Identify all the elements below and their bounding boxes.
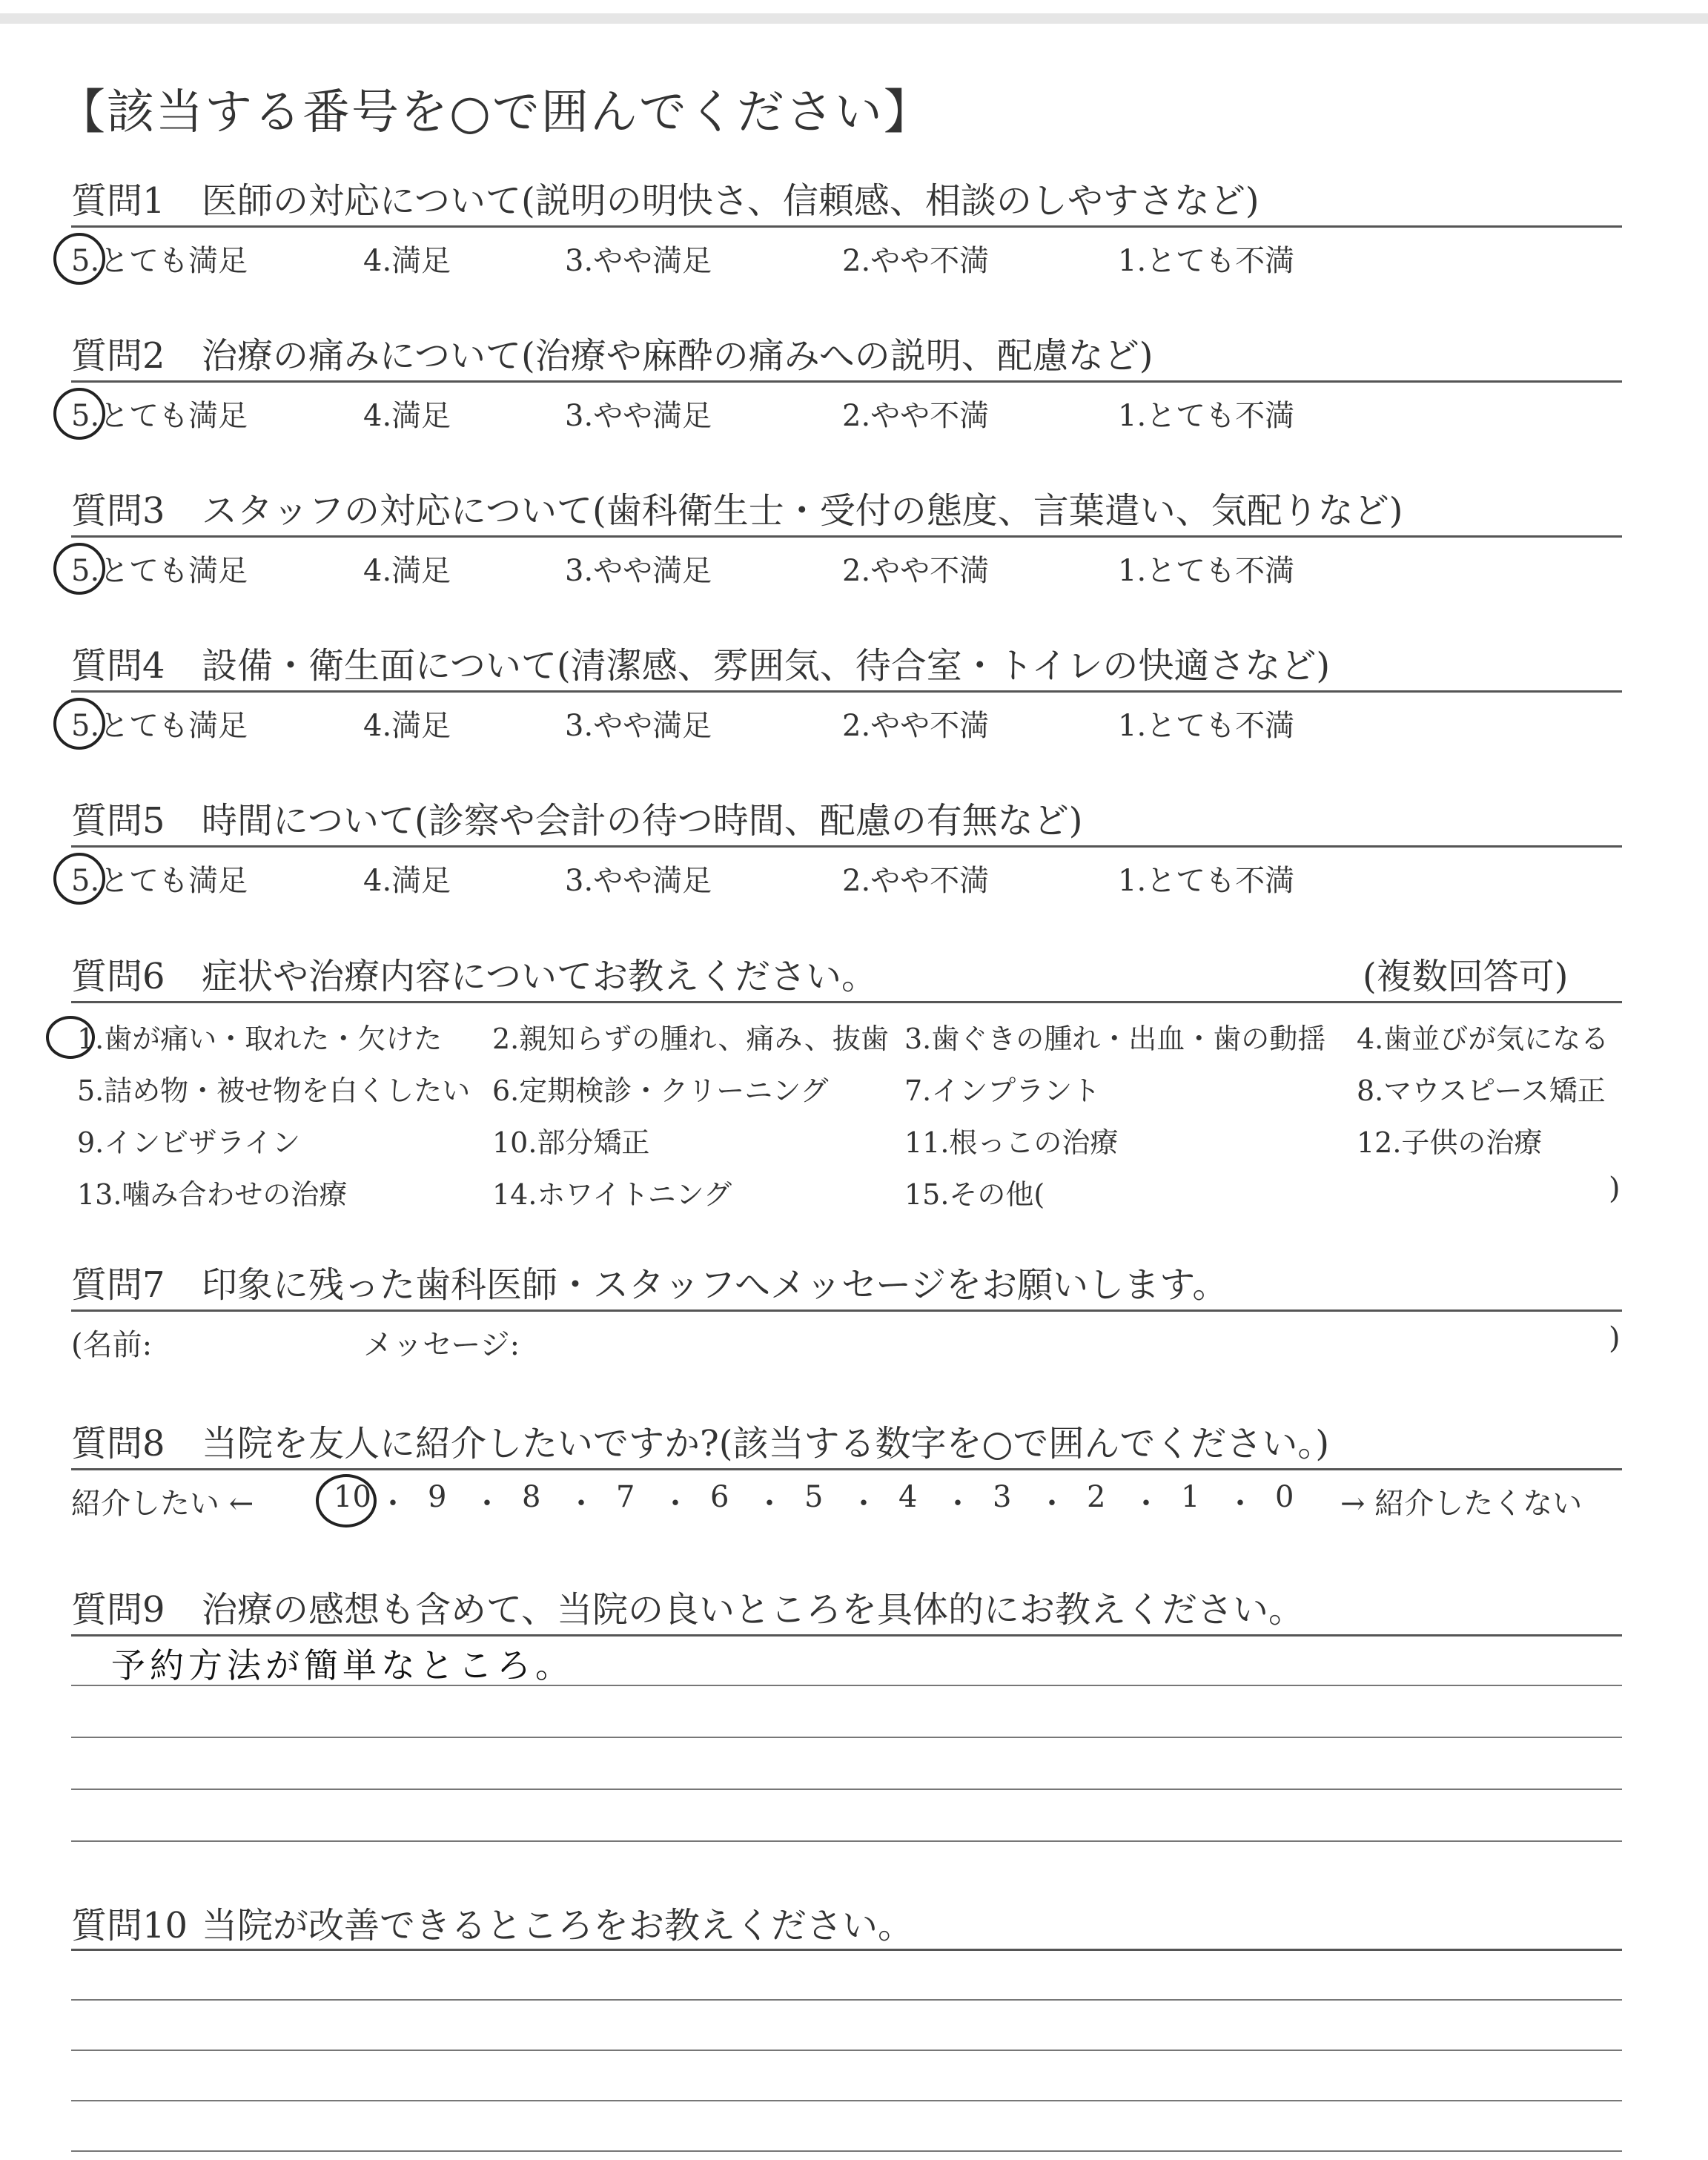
recommend-score-0[interactable]: 0 xyxy=(1275,1480,1294,1514)
symptom-option-9[interactable]: 9.インビザライン xyxy=(77,1126,301,1159)
score-separator: ・ xyxy=(1225,1487,1255,1521)
rating-option-4[interactable]: 4.満足 xyxy=(363,244,451,278)
symptom-option-3[interactable]: 3.歯ぐきの腫れ・出血・歯の動揺 xyxy=(904,1023,1326,1055)
score-separator: ・ xyxy=(566,1487,596,1521)
question-6-rule xyxy=(71,1001,1622,1003)
question-5-rule xyxy=(71,845,1622,848)
rating-option-1[interactable]: 1.とても不満 xyxy=(1118,399,1295,433)
question-number: 質問3 xyxy=(71,490,165,532)
question-1-rule xyxy=(71,225,1622,228)
rating-option-4[interactable]: 4.満足 xyxy=(363,709,451,743)
rating-option-1[interactable]: 1.とても不満 xyxy=(1118,709,1295,743)
question-number: 質問6 xyxy=(71,956,165,997)
question-10-heading xyxy=(71,1897,913,1948)
recommend-score-8[interactable]: 8 xyxy=(522,1480,541,1514)
rating-option-5[interactable]: 5.とても満足 xyxy=(71,399,248,433)
question-number: 質問5 xyxy=(71,800,165,842)
answer-line xyxy=(71,2050,1622,2051)
score-separator: ・ xyxy=(849,1487,878,1521)
score-separator: ・ xyxy=(472,1487,502,1521)
rating-option-2[interactable]: 2.やや不満 xyxy=(842,244,990,278)
selected-answer-circle xyxy=(53,233,105,285)
rating-option-2[interactable]: 2.やや不満 xyxy=(842,709,990,743)
symptom-option-5[interactable]: 5.詰め物・被せ物を白くしたい xyxy=(77,1074,471,1107)
question-9-heading xyxy=(71,1581,1304,1632)
recommend-score-9[interactable]: 9 xyxy=(428,1480,447,1514)
rating-option-3[interactable]: 3.やや満足 xyxy=(565,554,712,588)
symptom-option-6[interactable]: 6.定期検診・クリーニング xyxy=(492,1074,829,1107)
symptom-option-12[interactable]: 12.子供の治療 xyxy=(1357,1126,1543,1159)
rating-option-2[interactable]: 2.やや不満 xyxy=(842,864,990,898)
question-5-heading xyxy=(71,792,1083,843)
question-4-rule xyxy=(71,690,1622,693)
handwritten-answer: 予約方法が簡単なところ。 xyxy=(111,1645,574,1685)
score-separator: ・ xyxy=(755,1487,784,1521)
selected-answer-circle xyxy=(53,698,105,750)
name-label: (名前: xyxy=(71,1328,153,1362)
answer-line xyxy=(71,1949,1622,1951)
question-number: 質問1 xyxy=(71,180,165,222)
rating-option-3[interactable]: 3.やや満足 xyxy=(565,864,712,898)
score-separator: ・ xyxy=(661,1487,690,1521)
question-number: 質問2 xyxy=(71,335,165,377)
recommend-left-label: 紹介したい ← xyxy=(71,1487,254,1521)
rating-option-1[interactable]: 1.とても不満 xyxy=(1118,554,1295,588)
symptom-option-14[interactable]: 14.ホワイトニング xyxy=(492,1178,732,1211)
symptom-option-10[interactable]: 10.部分矯正 xyxy=(492,1126,650,1159)
score-separator: ・ xyxy=(943,1487,973,1521)
symptom-option-15[interactable]: 15.その他( xyxy=(904,1178,1045,1211)
question-1-heading xyxy=(71,172,1260,223)
recommend-right-label: → 紹介したくない xyxy=(1340,1487,1583,1521)
question-4-heading xyxy=(71,637,1330,688)
selected-answer-circle xyxy=(53,543,105,595)
answer-line xyxy=(71,1634,1622,1636)
question-text: 症状や治療内容についてお教えください。 xyxy=(202,956,878,997)
rating-option-4[interactable]: 4.満足 xyxy=(363,864,451,898)
recommend-score-1[interactable]: 1 xyxy=(1181,1480,1200,1514)
symptom-option-8[interactable]: 8.マウスピース矯正 xyxy=(1357,1074,1606,1107)
question-text: 医師の対応について(説明の明快さ、信頼感、相談のしやすさなど) xyxy=(202,180,1260,222)
rating-option-3[interactable]: 3.やや満足 xyxy=(565,709,712,743)
question-text: 設備・衛生面について(清潔感、雰囲気、待合室・トイレの快適さなど) xyxy=(202,645,1331,687)
rating-option-5[interactable]: 5.とても満足 xyxy=(71,554,248,588)
recommend-score-7[interactable]: 7 xyxy=(616,1480,635,1514)
question-7-rule xyxy=(71,1309,1622,1312)
question-number: 質問7 xyxy=(71,1264,165,1306)
score-separator: ・ xyxy=(378,1487,408,1521)
recommend-score-10[interactable]: 10 xyxy=(334,1480,371,1514)
question-7-heading xyxy=(71,1256,1228,1307)
answer-line xyxy=(71,1737,1622,1738)
recommend-score-6[interactable]: 6 xyxy=(710,1480,729,1514)
question-3-rule xyxy=(71,535,1622,538)
rating-option-5[interactable]: 5.とても満足 xyxy=(71,244,248,278)
score-separator: ・ xyxy=(1131,1487,1161,1521)
question-text: 印象に残った歯科医師・スタッフへメッセージをお願いします。 xyxy=(202,1264,1228,1306)
rating-option-3[interactable]: 3.やや満足 xyxy=(565,244,712,278)
symptom-option-7[interactable]: 7.インプラント xyxy=(904,1074,1101,1107)
symptom-option-4[interactable]: 4.歯並びが気になる xyxy=(1357,1023,1609,1055)
rating-option-3[interactable]: 3.やや満足 xyxy=(565,399,712,433)
rating-option-4[interactable]: 4.満足 xyxy=(363,554,451,588)
symptom-option-13[interactable]: 13.噛み合わせの治療 xyxy=(77,1178,348,1211)
message-close-paren: ) xyxy=(1609,1321,1621,1355)
answer-line xyxy=(71,1840,1622,1842)
rating-option-2[interactable]: 2.やや不満 xyxy=(842,399,990,433)
answer-line xyxy=(71,1789,1622,1790)
rating-option-4[interactable]: 4.満足 xyxy=(363,399,451,433)
question-text: 当院が改善できるところをお教えください。 xyxy=(202,1905,914,1946)
answer-line xyxy=(71,2100,1622,2101)
symptom-option-11[interactable]: 11.根っこの治療 xyxy=(904,1126,1119,1159)
other-close-paren: ) xyxy=(1609,1172,1621,1206)
question-3-heading xyxy=(71,482,1403,533)
rating-option-5[interactable]: 5.とても満足 xyxy=(71,709,248,743)
question-text: 治療の感想も含めて、当院の良いところを具体的にお教えください。 xyxy=(202,1589,1305,1631)
question-2-heading xyxy=(71,327,1153,378)
recommend-score-5[interactable]: 5 xyxy=(804,1480,824,1514)
recommend-score-2[interactable]: 2 xyxy=(1087,1480,1106,1514)
page-title: 【該当する番号を○で囲んでください】 xyxy=(58,85,933,140)
question-6-heading xyxy=(71,948,877,999)
answer-line xyxy=(71,2150,1622,2152)
recommend-score-4[interactable]: 4 xyxy=(898,1480,918,1514)
message-label: メッセージ: xyxy=(363,1328,520,1362)
question-8-heading xyxy=(71,1415,1329,1466)
answer-line xyxy=(71,1999,1622,2001)
selected-answer-circle xyxy=(53,853,105,905)
question-2-rule xyxy=(71,380,1622,383)
question-8-rule xyxy=(71,1468,1622,1470)
question-text: 時間について(診察や会計の待つ時間、配慮の有無など) xyxy=(202,800,1083,842)
recommend-score-3[interactable]: 3 xyxy=(993,1480,1012,1514)
rating-option-1[interactable]: 1.とても不満 xyxy=(1118,864,1295,898)
question-number: 質問10 xyxy=(71,1905,188,1946)
score-separator: ・ xyxy=(1037,1487,1067,1521)
symptom-option-2[interactable]: 2.親知らずの腫れ、痛み、抜歯 xyxy=(492,1023,889,1055)
question-text: スタッフの対応について(歯科衛生士・受付の態度、言葉遣い、気配りなど) xyxy=(202,490,1403,532)
rating-option-5[interactable]: 5.とても満足 xyxy=(71,864,248,898)
selected-answer-circle xyxy=(46,1016,95,1059)
question-number: 質問4 xyxy=(71,645,165,687)
selected-answer-circle xyxy=(53,388,105,440)
multiple-answer-note: (複数回答可) xyxy=(1363,956,1569,997)
question-number: 質問8 xyxy=(71,1423,165,1464)
question-number: 質問9 xyxy=(71,1589,165,1631)
symptom-option-1[interactable]: 1.歯が痛い・取れた・欠けた xyxy=(77,1023,443,1055)
rating-option-1[interactable]: 1.とても不満 xyxy=(1118,244,1295,278)
question-text: 治療の痛みについて(治療や麻酔の痛みへの説明、配慮など) xyxy=(202,335,1153,377)
selected-answer-circle xyxy=(316,1474,377,1527)
question-text: 当院を友人に紹介したいですか?(該当する数字を○で囲んでください。) xyxy=(202,1423,1330,1464)
rating-option-2[interactable]: 2.やや不満 xyxy=(842,554,990,588)
